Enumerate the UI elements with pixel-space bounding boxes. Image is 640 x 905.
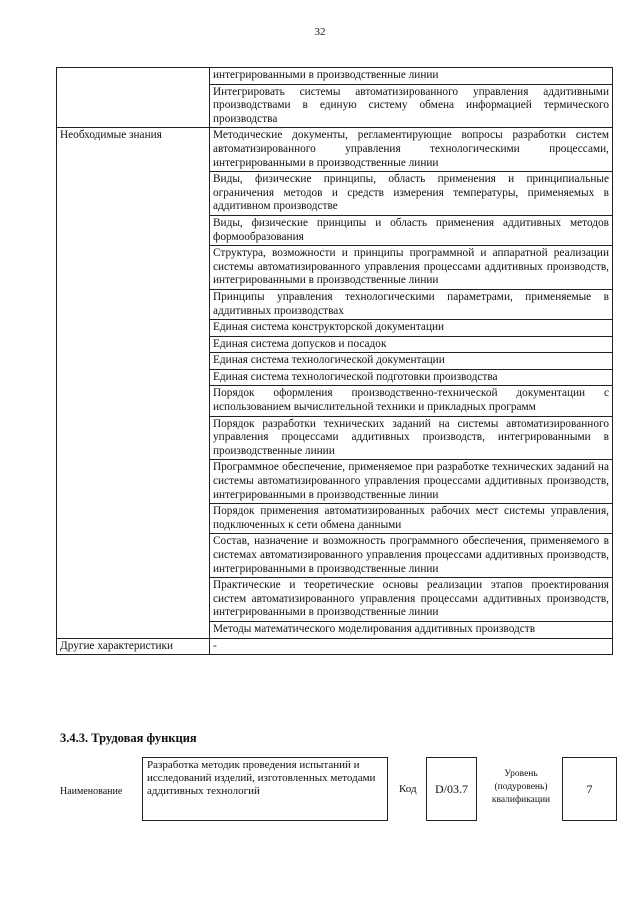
row-value: Структура, возможности и принципы программной и аппаратной реализации системы автоматизированного управления процессами аддитивных производств, интегрированными в производственные линии	[210, 246, 613, 290]
row-value: Методические документы, регламентирующие вопросы разработки систем автоматизированного управления технологическими процессами, интегрированными в производственные линии	[210, 128, 613, 172]
row-value: Принципы управления технологическими параметрами, применяемые в аддитивных производствах	[210, 289, 613, 319]
row-value: -	[210, 638, 613, 655]
row-value: Виды, физические принципы и область применения аддитивных методов формообразования	[210, 215, 613, 245]
row-value: Порядок применения автоматизированных рабочих мест системы управления, подключенных к сети обмена данными	[210, 504, 613, 534]
row-value: Единая система конструкторской документации	[210, 320, 613, 337]
table-row	[57, 638, 613, 655]
row-label: Другие характеристики	[57, 638, 210, 655]
row-value: интегрированными в производственные линии	[210, 68, 613, 85]
row-value: Практические и теоретические основы реализации этапов проектирования систем автоматизированного управления процессами аддитивных производств, интегрированными в производственные линии	[210, 578, 613, 622]
page-number: 32	[314, 26, 326, 38]
row-value: Порядок оформления производственно-технической документации с использованием вычислительной техники и прикладных программ	[210, 386, 613, 416]
level-label: Уровень (подуровень) квалификации	[491, 769, 551, 805]
code-label: Код	[399, 783, 417, 795]
row-label	[57, 68, 210, 128]
name-label: Наименование	[60, 786, 123, 797]
table-row	[57, 128, 613, 172]
row-value: Методы математического моделирования аддитивных производств	[210, 621, 613, 638]
row-value: Порядок разработки технических заданий на системы автоматизированного управления процессами аддитивных производств, интегрированными в производственные линии	[210, 416, 613, 460]
row-value: Единая система технологической документации	[210, 353, 613, 370]
row-value: Программное обеспечение, применяемое при разработке технических заданий на системы автоматизированного управления процессами аддитивных производств, интегрированными в производственные линии	[210, 460, 613, 504]
row-label: Необходимые знания	[57, 128, 210, 638]
row-value: Виды, физические принципы, область применения и принципиальные ограничения методов и средств измерения температуры, применяемых в аддитивном производстве	[210, 172, 613, 216]
row-value: Состав, назначение и возможность программного обеспечения, применяемого в системах автоматизированного управления процессами аддитивных производств, интегрированными в производственные линии	[210, 534, 613, 578]
row-value: Интегрировать системы автоматизированного управления аддитивными производствами в единую систему обмена информацией термического производства	[210, 84, 613, 128]
section-heading: 3.4.3. Трудовая функция	[60, 731, 197, 745]
row-value: Единая система допусков и посадок	[210, 336, 613, 353]
requirements-table	[56, 67, 613, 655]
level-value-box: 7	[562, 757, 617, 821]
row-value: Единая система технологической подготовки производства	[210, 369, 613, 386]
name-value-box: Разработка методик проведения испытаний и исследований изделий, изготовленных методами аддитивных технологий	[142, 757, 388, 821]
table-row	[57, 68, 613, 85]
code-value-box: D/03.7	[426, 757, 477, 821]
